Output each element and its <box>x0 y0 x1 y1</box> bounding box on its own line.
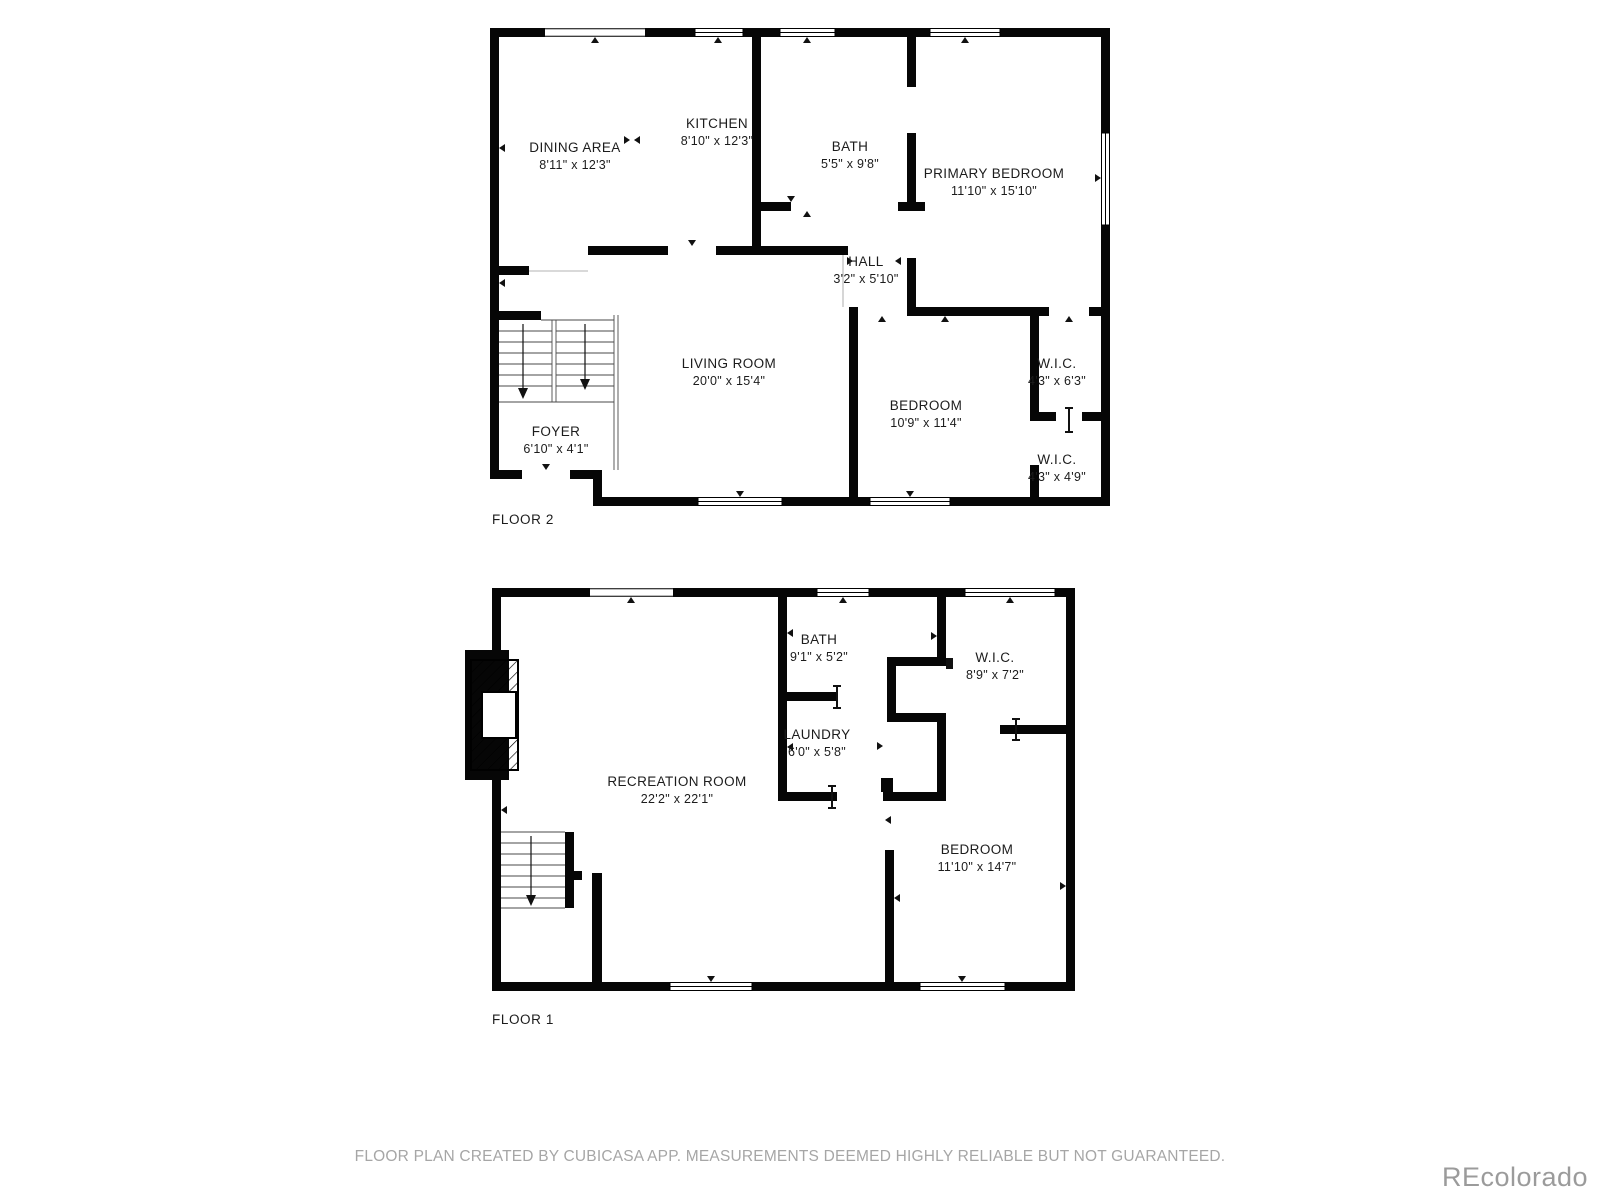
room-label: W.I.C. 8'9" x 7'2" <box>966 650 1024 682</box>
room-label: RECREATION ROOM 22'2" x 22'1" <box>607 774 747 806</box>
recolorado-watermark: REcolorado <box>1442 1162 1589 1192</box>
fireplace <box>465 650 518 780</box>
floor2-interior-walls <box>499 37 1101 497</box>
floor2-plan <box>490 28 1110 506</box>
footer-disclaimer: FLOOR PLAN CREATED BY CUBICASA APP. MEASUREMENTS DEEMED HIGHLY RELIABLE BUT NOT GUARANTEED. <box>354 1148 1226 1165</box>
floor2-windows <box>545 29 1110 506</box>
room-label: FOYER 6'10" x 4'1" <box>523 424 589 456</box>
room-label: W.I.C. 4'3" x 4'9" <box>1028 452 1086 484</box>
room-label: BEDROOM 10'9" x 11'4" <box>889 398 963 430</box>
floor2-guide-lines <box>529 255 843 307</box>
room-label: DINING AREA 8'11" x 12'3" <box>529 140 621 172</box>
floor2-title: FLOOR 2 <box>492 512 554 527</box>
floor2-door-openings <box>522 246 1082 479</box>
room-label: W.I.C. 4'3" x 6'3" <box>1028 356 1086 388</box>
room-label: BATH 5'5" x 9'8" <box>821 139 879 171</box>
room-label: LIVING ROOM 20'0" x 15'4" <box>681 356 777 388</box>
floor2-dimension-ticks <box>499 37 1101 497</box>
room-label: BATH 9'1" x 5'2" <box>790 632 848 664</box>
room-label: KITCHEN 8'10" x 12'3" <box>680 116 754 148</box>
room-label: LAUNDRY 6'0" x 5'8" <box>783 727 851 759</box>
floor1-title: FLOOR 1 <box>492 1012 554 1027</box>
room-label: BEDROOM 11'10" x 14'7" <box>937 842 1017 874</box>
floor1-plan <box>465 588 1075 991</box>
floor1-staircase <box>501 832 565 908</box>
room-label: PRIMARY BEDROOM 11'10" x 15'10" <box>923 166 1065 198</box>
room-label: HALL 3'2" x 5'10" <box>833 254 899 286</box>
